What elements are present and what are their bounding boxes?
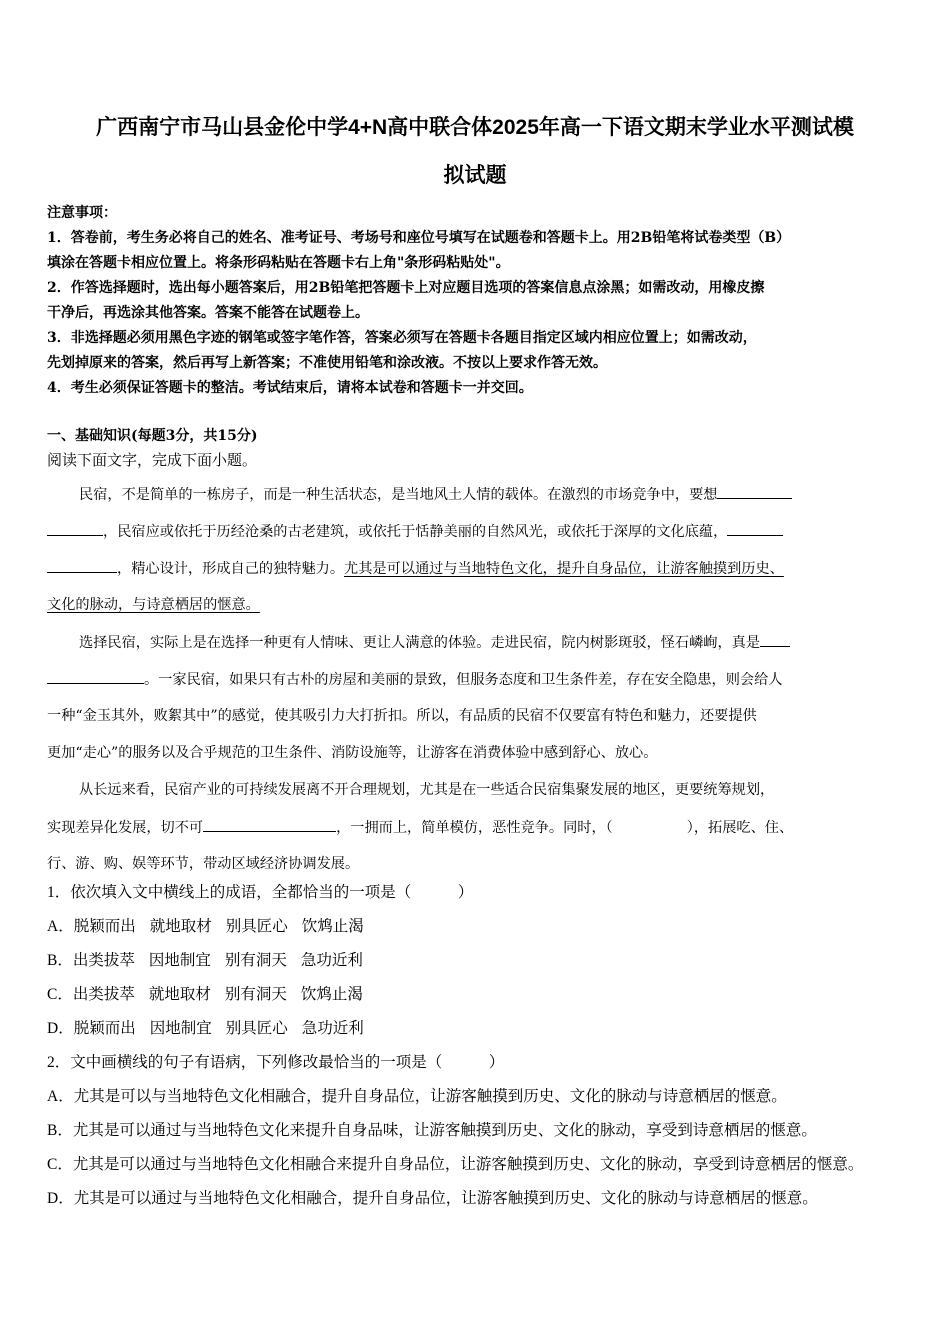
passage-line <box>47 587 907 624</box>
notice-line-5: 3．非选择题必须用黑色字迹的钢笔或签字笔作答，答案必须写在答题卡各题目指定区域内相应位置上；如需改动， <box>47 330 757 346</box>
underlined-sentence: 尤其是可以通过与当地特色文化，提升自身品位，让游客触摸到历史、 <box>344 561 784 577</box>
passage-text: 实现差异化发展，切不可 <box>47 820 204 836</box>
passage-text: 民宿，不是简单的一栋房子，而是一种生活状态，是当地风土人情的载体。在激烈的市场竞争中，要想 <box>79 487 718 503</box>
section-heading: 一、基础知识(每题3分，共15分) <box>47 428 258 444</box>
passage-line <box>47 772 907 809</box>
answer-blank-1 <box>717 476 792 499</box>
question-2-stem: 2．文中画横线的句子有语病，下列修改最恰当的一项是（ ） <box>47 1054 505 1071</box>
underlined-sentence-cont: 文化的脉动，与诗意栖居的惬意。 <box>47 597 260 613</box>
exam-title-line-1: 广西南宁市马山县金伦中学4+N高中联合体2025年高一下语文期末学业水平测试模 <box>96 116 854 139</box>
notice-line-1: 1．答卷前，考生务必将自己的姓名、准考证号、考场号和座位号填写在试题卷和答题卡上。用2B铅笔将试卷类型（B） <box>47 230 791 246</box>
passage-line <box>47 809 907 846</box>
exam-title-line-2: 拟试题 <box>443 164 507 187</box>
passage-text: 从长远来看，民宿产业的可持续发展离不开合理规划，尤其是在一些适合民宿集聚发展的地区，更要统筹规划， <box>79 782 775 798</box>
question-1-option-a: A．脱颖而出 就地取材 别具匠心 饮鸩止渴 <box>47 918 364 935</box>
notice-line-4: 干净后，再选涂其他答案。答案不能答在试题卷上。 <box>47 305 369 321</box>
passage-text: ，民宿应或依托于历经沧桑的古老建筑，或依托于恬静美丽的自然风光，或依托于深厚的文化底蕴， <box>103 524 728 540</box>
passage-line <box>47 698 907 735</box>
passage-text: ，精心设计，形成自己的独特魅力。 <box>117 561 345 577</box>
question-2-option-d: D．尤其是可以通过与当地特色文化相融合，提升自身品位，让游客触摸到历史、文化的脉动与诗意栖居的惬意。 <box>47 1190 818 1207</box>
passage-text: ，一拥而上，简单模仿，恶性竞争。同时，（ <box>336 820 613 836</box>
reading-passage <box>47 476 907 883</box>
answer-blank-3 <box>760 624 790 647</box>
passage-line <box>47 476 907 513</box>
question-1-stem: 1．依次填入文中横线上的成语，全都恰当的一项是（ ） <box>47 884 474 901</box>
passage-line <box>47 513 907 550</box>
question-1-option-c: C．出类拔萃 就地取材 别有洞天 饮鸩止渴 <box>47 986 363 1003</box>
passage-line <box>47 550 907 587</box>
answer-blank-1-cont <box>47 513 103 536</box>
answer-blank-2 <box>727 513 783 536</box>
question-2-option-a: A．尤其是可以与当地特色文化相融合，提升自身品位，让游客触摸到历史、文化的脉动与诗意栖居的惬意。 <box>47 1088 787 1105</box>
passage-line <box>47 735 907 772</box>
question-2-option-c: C．尤其是可以通过与当地特色文化相融合来提升自身品位，让游客触摸到历史、文化的脉动，享受到诗意栖居的惬意。 <box>47 1156 864 1173</box>
passage-text: 行、游、购、娱等环节，带动区域经济协调发展。 <box>47 856 360 872</box>
notice-line-3: 2．作答选择题时，选出每小题答案后，用2B铅笔把答题卡上对应题目选项的答案信息点涂黑；如需改动，用橡皮擦 <box>47 280 765 296</box>
question-2-option-b: B．尤其是可以通过与当地特色文化来提升自身品味，让游客触摸到历史、文化的脉动，享受到诗意栖居的惬意。 <box>47 1122 817 1139</box>
section-instruction: 阅读下面文字，完成下面小题。 <box>47 453 258 469</box>
question-block <box>47 876 927 1216</box>
passage-text: 一种“金玉其外，败絮其中”的感觉，使其吸引力大打折扣。所以，有品质的民宿不仅要富有特色和魅力，还要提供 <box>47 708 757 724</box>
notice-line-7: 4．考生必须保证答题卡的整洁。考试结束后，请将本试卷和答题卡一并交回。 <box>47 380 533 396</box>
passage-line <box>47 661 907 698</box>
passage-text: 选择民宿，实际上是在选择一种更有人情味、更让人满意的体验。走进民宿，院内树影斑驳，怪石嶙峋，真是 <box>79 635 761 651</box>
notice-line-6: 先划掉原来的答案，然后再写上新答案；不准使用铅笔和涂改液。不按以上要求作答无效。 <box>47 355 607 371</box>
notice-block <box>47 201 912 401</box>
notice-line-2: 填涂在答题卡相应位置上。将条形码粘贴在答题卡右上角"条形码粘贴处"。 <box>47 255 510 271</box>
question-1-option-d: D．脱颖而出 因地制宜 别具匠心 急功近利 <box>47 1020 364 1037</box>
passage-text: 。一家民宿，如果只有古朴的房屋和美丽的景致，但服务态度和卫生条件差，存在安全隐患，则会给人 <box>144 672 783 688</box>
answer-blank-2-cont <box>47 550 117 573</box>
answer-blank-3-cont <box>47 661 144 684</box>
notice-heading: 注意事项： <box>47 205 117 221</box>
passage-text: 更加“走心”的服务以及合乎规范的卫生条件、消防设施等，让游客在消费体验中感到舒心、放心。 <box>47 745 658 761</box>
answer-blank-4 <box>203 809 336 832</box>
passage-text: ），拓展吃、住、 <box>686 820 794 836</box>
passage-line <box>47 624 907 661</box>
question-1-option-b: B．出类拔萃 因地制宜 别有洞天 急功近利 <box>47 952 363 969</box>
